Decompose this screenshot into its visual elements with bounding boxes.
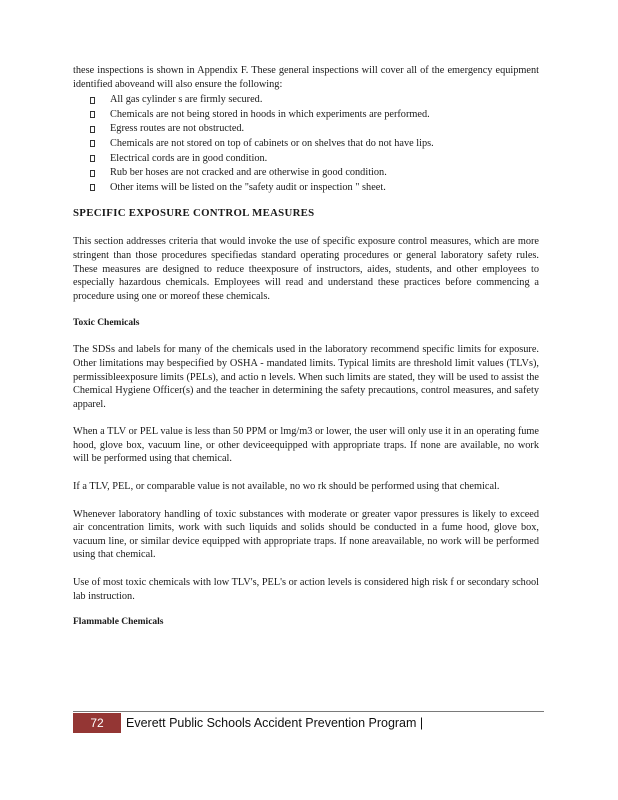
toxic-paragraph: Whenever laboratory handling of toxic substances with moderate or greater vapor pressures is likely to exceed air concentration limits, work with such liquids and solids should be conducted in a fume hood, glove box, vacuum line, or similar device equipped with appropriate traps. If none areavailable, no work will be performed using that chemical. [73, 508, 539, 561]
flammable-chemicals-heading: Flammable Chemicals [73, 617, 164, 628]
checklist-item: Egress routes are not obstructed. [73, 122, 539, 137]
checklist-item: Rub ber hoses are not cracked and are otherwise in good condition. [73, 166, 539, 181]
toxic-chemicals-heading: Toxic Chemicals [73, 318, 140, 329]
section-heading: SPECIFIC EXPOSURE CONTROL MEASURES [73, 207, 315, 220]
toxic-paragraph: Use of most toxic chemicals with low TLV's, PEL's or action levels is considered high risk f or secondary school lab instruction. [73, 577, 539, 602]
bullet-box-icon [90, 140, 95, 147]
inspection-intro: these inspections is shown in Appendix F. These general inspections will cover all of the emergency equipment identified aboveand will also ensure the following: [73, 65, 539, 90]
bullet-box-icon [90, 126, 95, 133]
checklist-item: Chemicals are not being stored in hoods in which experiments are performed. [73, 108, 539, 123]
bullet-box-icon [90, 184, 95, 191]
inspection-checklist [73, 93, 539, 195]
toxic-paragraph: The SDSs and labels for many of the chemicals used in the laboratory recommend specific limits for exposure. Other limitations may bespecified by OSHA - mandated limits. Typical limits are threshold limit values (TLVs), permissibleexposure limits (PELs), and actio n levels. When such limits are stated, they will be used to assist the Chemical Hygiene Officer(s) and the teacher in determining the safety precautions, control measures, and safety apparel. [73, 344, 539, 410]
toxic-paragraph: If a TLV, PEL, or comparable value is not available, no wo rk should be performed using that chemical. [73, 481, 500, 493]
bullet-box-icon [90, 111, 95, 118]
bullet-box-icon [90, 97, 95, 104]
bullet-box-icon [90, 170, 95, 177]
footer-divider [73, 711, 544, 712]
document-body [73, 64, 539, 642]
checklist-item: Other items will be listed on the "safety audit or inspection " sheet. [73, 181, 539, 196]
checklist-item: Chemicals are not stored on top of cabinets or on shelves that do not have lips. [73, 137, 539, 152]
bullet-box-icon [90, 155, 95, 162]
checklist-item: Electrical cords are in good condition. [73, 152, 539, 167]
footer-title: Everett Public Schools Accident Prevention Program | [126, 716, 424, 730]
toxic-paragraph: When a TLV or PEL value is less than 50 PPM or lmg/m3 or lower, the user will only use it in an operating fume hood, glove box, vacuum line, or other deviceequipped with appropriate traps. If none are available, no work will be performed using that chemical. [73, 426, 539, 465]
page-number: 72 [73, 713, 121, 733]
section-intro: This section addresses criteria that would invoke the use of specific exposure control measures, which are more stringent than those procedures specifiedas standard operating procedures or general laboratory safety rules. These measures are designed to reduce theexposure of instructors, aides, students, and other employees to especially hazardous chemicals. Employees will read and understand these practices before commencing a procedure using one or moreof these chemicals. [73, 236, 539, 302]
checklist-item: All gas cylinder s are firmly secured. [73, 93, 539, 108]
